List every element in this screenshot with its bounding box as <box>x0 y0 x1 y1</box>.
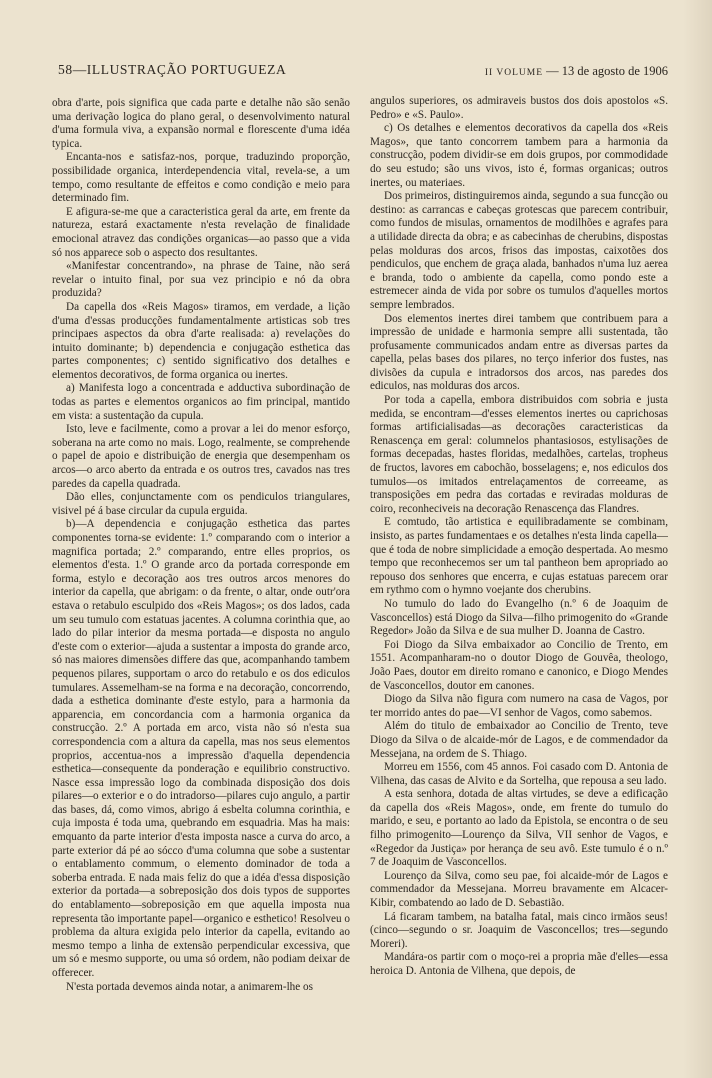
paragraph: Por toda a capella, embora distribuidos com sobria e justa medida, se encontram—d'esses elementos inertes ou caprichosas formas artificialisadas—as decorações caracteristicas da Renascença em geral: columnelos phantasiosos, estylisações de formas decepadas, hastes floridas, medalhões, cartelas, tropheus de fructos, lavores em cabochão, bosselagens; e, nos ediculos dos tumulos—os imitados entrelaçamentos de correeame, as transposições em pedra das cortadas e reviradas molduras de coiro, reconheciveis na decoração Renascença das Flandres. <box>370 394 668 515</box>
paragraph: angulos superiores, os admiraveis bustos dos dois apostolos «S. Pedro» e «S. Paulo». <box>370 95 668 121</box>
paragraph: N'esta portada devemos ainda notar, a animarem-lhe os <box>66 980 313 993</box>
paragraph: obra d'arte, pois significa que cada parte e detalhe não são senão uma derivação logica do plano geral, o desenvolvimento natural d'uma formula viva, a expansão normal e florescente d'uma idéa typica. <box>52 97 350 150</box>
paragraph: Diogo da Silva não figura com numero na casa de Vagos, por ter morrido antes do pae—VI senhor de Vagos, como sabemos. <box>370 693 668 719</box>
paragraph: Isto, leve e facilmente, como a provar a lei do menor esforço, soberana na arte como no mais. Logo, realmente, se comprehende o papel de apoio e distribuição de energia que desempenham os arcos—o arco aberto da entrada e os outros tres, cavados nas tres paredes da capella quadrada. <box>52 423 350 490</box>
paragraph: Lá ficaram tambem, na batalha fatal, mais cinco irmãos seus! (cinco—segundo o sr. Joaquim de Vasconcellos; tres—segundo Moreri). <box>370 910 668 950</box>
page-fold-shadow <box>683 0 712 1078</box>
paragraph: Dos primeiros, distinguiremos ainda, segundo a sua funcção ou destino: as carrancas e cabeças grotescas que parecem contribuir, como fundos de misulas, ornamentos de modilhões e agrafes para a utilidade directa da obra; e as cabecinhas de cherubins, dispostas pelas molduras dos arcos, frisos das impostas, caixotões dos pendiculos, que enchem de graça alada, banhados n'uma luz aerea e branda, todo o ambiente da capella, como pondo este a estremecer ainda de vida por sobre os tumulos d'aquelles mortos sempre lembrados. <box>370 190 668 311</box>
paragraph: E comtudo, tão artistica e equilibradamente se combinam, insisto, as partes fundamentaes e os detalhes n'esta linda capella—que é toda de nobre simplicidade a emoção despertada. Ao mesmo tempo que reconhecemos ser um tal pantheon bem apropriado ao repouso dos senhores que encerra, e cujas estatuas parecem orar em rythmo com o hymno voejante dos cherubins. <box>370 516 668 597</box>
paragraph: A esta senhora, dotada de altas virtudes, se deve a edificação da capella dos «Reis Magos», onde, em frente do tumulo do marido, e seu, e portanto ao lado da Epistola, se encontra o de seu filho primogenito—Lourenço da Silva, VII senhor de Vagos, e «Regedor da Justiça» por herança de seu avô. Este tumulo é o n.º 7 de Joaquim de Vasconcellos. <box>370 788 668 869</box>
page-number-and-title: 58—ILLUSTRAÇÃO PORTUGUEZA <box>58 62 287 77</box>
paragraph: c) Os detalhes e elementos decorativos da capella dos «Reis Magos», que tanto concorrem tambem para a harmonia da construcção, podem dividir-se em dois grupos, por commodidade do seu estudo; são uns vivos, isto é, formas organicas; outros inertes, ou materiaes. <box>370 122 668 189</box>
paragraph: Da capella dos «Reis Magos» tiramos, em verdade, a lição d'uma d'essas producções fundamentalmente artisticas sob tres principaes aspectos da obra d'arte realisada: a) revelações do intuito dominante; b) dependencia e conjugação esthetica das partes componentes; c) sentido significativo dos detalhes e elementos decorativos, de forma organica ou inertes. <box>52 300 350 381</box>
paragraph: Morreu em 1556, com 45 annos. Foi casado com D. Antonia de Vilhena, das casas de Alvito e da Sortelha, que repousa a seu lado. <box>370 761 668 787</box>
issue-date <box>485 64 668 79</box>
paragraph: No tumulo do lado do Evangelho (n.º 6 de Joaquim de Vasconcellos) está Diogo da Silva—filho primogenito do «Grande Regedor» João da Silva e de sua mulher D. Joanna de Castro. <box>370 597 668 638</box>
paragraph: Dos elementos inertes direi tambem que contribuem para a impressão de unidade e harmonia sempre alli sustentada, tão profusamente communicados andam entre as diversas partes da capella, pelas bases dos pilares, no terço inferior dos fustes, nas divisões da cupula e intradorsos dos arcos, nas paredes dos ediculos, nas molduras dos arcos. <box>370 312 668 393</box>
paragraph: E afigura-se-me que a caracteristica geral da arte, em frente da natureza, estará exactamente n'esta revelação de finalidade emocional atravez das condições organicas—ao passo que a vida só nos apparece sob o aspecto dos resultantes. <box>52 205 350 259</box>
paragraph: Além do titulo de embaixador ao Concilio de Trento, teve Diogo da Silva o de alcaide-mór de Lagos, e de commendador da Messejana, na ordem de S. Thiago. <box>370 720 668 760</box>
volume-label: II VOLUME <box>484 68 544 78</box>
right-column <box>370 95 668 1060</box>
paragraph: Lourenço da Silva, como seu pae, foi alcaide-mór de Lagos e commendador da Messejana. Morreu bravamente em Alcacer-Kibir, combatendo ao lado de D. Sebastião. <box>370 869 668 910</box>
paragraph: «Manifestar concentrando», na phrase de Taine, não será revelar o intuito final, por sua vez principio e nó da obra produzida? <box>52 260 350 300</box>
paragraph: Mandára-os partir com o moço-rei a propria mãe d'elles—essa heroica D. Antonia de Vilhena, que depois, de <box>370 951 668 977</box>
paragraph: a) Manifesta logo a concentrada e adductiva subordinação de todas as partes e elementos organicos ao fim principal, mantido em vista: a sustentação da cupula. <box>52 382 350 422</box>
paragraph: Dão elles, conjunctamente com os pendiculos triangulares, visivel pé á base circular da cupula erguida. <box>52 491 350 517</box>
left-column <box>52 97 350 1062</box>
paragraph: b)—A dependencia e conjugação esthetica das partes componentes torna-se evidente: 1.º comparando com o interior a magnifica portada; 2.º comparando, entre elles proprios, os elementos d'esta. 1.º O grande arco da portada corresponde em forma, estylo e decoração aos tres outros arcos menores do interior da capella, que abrigam: o da frente, o altar, onde outr'ora estava o retabulo esculpido dos «Reis Magos»; os dos lados, cada um seu tumulo com estatuas jacentes. A columna corinthia que, ao lado do pilar interior da mesma portada—e disposta no angulo d'este com o exterior—ajuda a sustentar a imposta do grande arco, só nas maiores dimensões differe das que, acompanhando tambem pequenos pilares, supportam o arco do retabulo e os dos ediculos tumulares. Assemelham-se na forma e na decoração, concorrendo, dada a esthetica dominante d'este estylo, para a harmonia da apparencia, em concordancia com a harmonia organica da construcção. 2.º A portada em arco, vista não só n'esta sua correspondencia com a altura da capella, mas nos seus elementos proprios, accentua-nos a impressão d'aquella dependencia esthetica—consequente da ponderação e equilibrio constructivo. Nasce essa impressão logo da combinada disposição dos dois pilares—o exterior e o do intradorso—pilares cujo angulo, a partir das bases, dá, como vimos, abrigo á esbelta columna corinthia, e cuja imposta é toda uma, quebrando em esquadria. Mas ha mais: emquanto da parte interior d'esta imposta nasce a curva do arco, a parte exterior dá pé ao sócco d'uma columna que sobe a sustentar o entablamento commum, o elemento dominador de toda a soberba entrada. E nada mais feliz do que a idéa d'essa disposição exterior da portada—a sobreposição dos dois typos de supportes do entablamento—sobreposição em que aquella imposta nua representa tão importante papel—organico e esthetico! Resolveu o problema da altura exigida pelo interior da capella, evitando ao mesmo tempo a linha de extensão perpendicular excessiva, que um só e mesmo supporte, ou uma só ordem, não podiam deixar de offerecer. <box>52 518 350 979</box>
paragraph: Foi Diogo da Silva embaixador ao Concilio de Trento, em 1551. Acompanharam-no o doutor Diogo de Gouvêa, theologo, João Paes, doutor em direito romano e canonico, e Diogo Mendes de Vasconcellos, doutor em canones. <box>370 638 668 692</box>
page-header <box>58 62 668 82</box>
date-text: — 13 de agosto de 1906 <box>546 64 668 78</box>
paragraph: Encanta-nos e satisfaz-nos, porque, traduzindo proporção, possibilidade organica, interdependencia vital, revela-se, a um tempo, como resultante de effeitos e como condição e meio para determinado fim. <box>52 151 350 205</box>
